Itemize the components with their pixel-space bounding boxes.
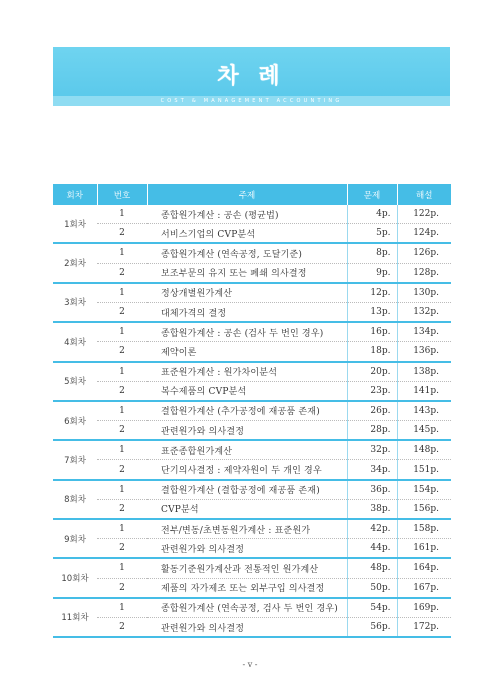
number-cell: 2 — [97, 381, 147, 401]
round-cell: 9회차 — [53, 519, 97, 558]
topic-cell: 관련원가와 의사결정 — [147, 617, 347, 637]
round-cell: 2회차 — [53, 243, 97, 282]
topic-cell: 정상개별원가계산 — [147, 283, 347, 303]
page-title: 차 례 — [217, 64, 286, 89]
problem-page-cell: 32p. — [347, 440, 397, 460]
table-row — [53, 243, 451, 263]
problem-page-cell: 50p. — [347, 578, 397, 598]
topic-cell: 단기의사결정 : 제약자원이 두 개인 경우 — [147, 460, 347, 480]
topic-cell: 제약이론 — [147, 342, 347, 362]
number-cell: 2 — [97, 617, 147, 637]
table-row — [53, 322, 451, 342]
problem-page-cell: 26p. — [347, 401, 397, 421]
solution-page-cell: 141p. — [397, 381, 451, 401]
topic-cell: 표준원가계산 : 원가차이분석 — [147, 362, 347, 382]
round-cell: 1회차 — [53, 205, 97, 243]
round-cell: 11회차 — [53, 598, 97, 637]
table-row — [53, 205, 451, 224]
topic-cell: 전부/변동/초변동원가계산 : 표준원가 — [147, 519, 347, 539]
table-row — [53, 460, 451, 480]
number-cell: 2 — [97, 499, 147, 519]
table-row — [53, 224, 451, 244]
solution-page-cell: 148p. — [397, 440, 451, 460]
topic-cell: 결합원가계산 (추가공정에 재공품 존재) — [147, 401, 347, 421]
topic-cell: 관련원가와 의사결정 — [147, 421, 347, 441]
round-cell: 8회차 — [53, 480, 97, 519]
table-row — [53, 302, 451, 322]
solution-page-cell: 126p. — [397, 243, 451, 263]
problem-page-cell: 5p. — [347, 224, 397, 244]
table-row — [53, 440, 451, 460]
problem-page-cell: 23p. — [347, 381, 397, 401]
solution-page-cell: 156p. — [397, 499, 451, 519]
problem-page-cell: 20p. — [347, 362, 397, 382]
table-header-row — [53, 184, 451, 205]
topic-cell: 종합원가계산 : 공손 (검사 두 번인 경우) — [147, 322, 347, 342]
problem-page-cell: 16p. — [347, 322, 397, 342]
table-row — [53, 617, 451, 637]
round-cell: 10회차 — [53, 558, 97, 597]
solution-page-cell: 143p. — [397, 401, 451, 421]
solution-page-cell: 167p. — [397, 578, 451, 598]
solution-page-cell: 154p. — [397, 480, 451, 500]
number-cell: 2 — [97, 224, 147, 244]
topic-cell: 복수제품의 CVP분석 — [147, 381, 347, 401]
number-cell: 1 — [97, 283, 147, 303]
table-row — [53, 598, 451, 618]
solution-page-cell: 164p. — [397, 558, 451, 578]
page-subtitle: COST & MANAGEMENT ACCOUNTING — [160, 98, 343, 104]
table-row — [53, 499, 451, 519]
problem-page-cell: 44p. — [347, 539, 397, 559]
solution-page-cell: 145p. — [397, 421, 451, 441]
number-cell: 1 — [97, 519, 147, 539]
table-row — [53, 362, 451, 382]
problem-page-cell: 13p. — [347, 302, 397, 322]
solution-page-cell: 158p. — [397, 519, 451, 539]
number-cell: 1 — [97, 205, 147, 224]
number-cell: 1 — [97, 558, 147, 578]
number-cell: 1 — [97, 322, 147, 342]
problem-page-cell: 18p. — [347, 342, 397, 362]
topic-cell: 관련원가와 의사결정 — [147, 539, 347, 559]
problem-page-cell: 9p. — [347, 263, 397, 283]
solution-page-cell: 130p. — [397, 283, 451, 303]
solution-page-cell: 128p. — [397, 263, 451, 283]
solution-page-cell: 138p. — [397, 362, 451, 382]
table-row — [53, 519, 451, 539]
number-cell: 1 — [97, 480, 147, 500]
problem-page-cell: 56p. — [347, 617, 397, 637]
topic-cell: 종합원가계산 (연속공정, 검사 두 번인 경우) — [147, 598, 347, 618]
number-cell: 2 — [97, 302, 147, 322]
problem-page-cell: 34p. — [347, 460, 397, 480]
table-row — [53, 263, 451, 283]
topic-cell: 제품의 자가제조 또는 외부구입 의사결정 — [147, 578, 347, 598]
number-cell: 2 — [97, 342, 147, 362]
problem-page-cell: 12p. — [347, 283, 397, 303]
number-cell: 1 — [97, 598, 147, 618]
number-cell: 1 — [97, 243, 147, 263]
topic-cell: 활동기준원가계산과 전통적인 원가계산 — [147, 558, 347, 578]
problem-page-cell: 8p. — [347, 243, 397, 263]
round-cell: 3회차 — [53, 283, 97, 322]
topic-cell: CVP분석 — [147, 499, 347, 519]
number-cell: 1 — [97, 401, 147, 421]
topic-cell: 서비스기업의 CVP분석 — [147, 224, 347, 244]
solution-page-cell: 124p. — [397, 224, 451, 244]
number-cell: 2 — [97, 578, 147, 598]
table-row — [53, 578, 451, 598]
problem-page-cell: 4p. — [347, 205, 397, 224]
table-row — [53, 558, 451, 578]
solution-page-cell: 169p. — [397, 598, 451, 618]
table-row — [53, 401, 451, 421]
round-cell: 6회차 — [53, 401, 97, 440]
round-cell: 5회차 — [53, 362, 97, 401]
header-solution: 해설 — [397, 184, 451, 205]
round-cell: 4회차 — [53, 322, 97, 361]
number-cell: 2 — [97, 421, 147, 441]
toc-body — [53, 205, 451, 637]
solution-page-cell: 151p. — [397, 460, 451, 480]
solution-page-cell: 172p. — [397, 617, 451, 637]
number-cell: 2 — [97, 460, 147, 480]
table-row — [53, 480, 451, 500]
problem-page-cell: 38p. — [347, 499, 397, 519]
header-problem: 문제 — [347, 184, 397, 205]
solution-page-cell: 161p. — [397, 539, 451, 559]
problem-page-cell: 36p. — [347, 480, 397, 500]
title-banner — [53, 47, 450, 102]
header-number: 번호 — [97, 184, 147, 205]
topic-cell: 보조부문의 유지 또는 폐쇄 의사결정 — [147, 263, 347, 283]
topic-cell: 종합원가계산 : 공손 (평균법) — [147, 205, 347, 224]
solution-page-cell: 122p. — [397, 205, 451, 224]
table-row — [53, 539, 451, 559]
round-cell: 7회차 — [53, 440, 97, 479]
table-row — [53, 421, 451, 441]
problem-page-cell: 42p. — [347, 519, 397, 539]
solution-page-cell: 134p. — [397, 322, 451, 342]
topic-cell: 표준종합원가계산 — [147, 440, 347, 460]
toc-table — [53, 184, 451, 638]
problem-page-cell: 48p. — [347, 558, 397, 578]
topic-cell: 종합원가계산 (연속공정, 도달기준) — [147, 243, 347, 263]
number-cell: 1 — [97, 362, 147, 382]
number-cell: 2 — [97, 539, 147, 559]
header-round: 회차 — [53, 184, 97, 205]
header-topic: 주제 — [147, 184, 347, 205]
solution-page-cell: 132p. — [397, 302, 451, 322]
number-cell: 2 — [97, 263, 147, 283]
problem-page-cell: 54p. — [347, 598, 397, 618]
problem-page-cell: 28p. — [347, 421, 397, 441]
topic-cell: 결합원가계산 (결합공정에 재공품 존재) — [147, 480, 347, 500]
table-row — [53, 381, 451, 401]
number-cell: 1 — [97, 440, 147, 460]
topic-cell: 대체가격의 결정 — [147, 302, 347, 322]
table-row — [53, 342, 451, 362]
solution-page-cell: 136p. — [397, 342, 451, 362]
page-number: - v - — [242, 660, 258, 669]
table-row — [53, 283, 451, 303]
